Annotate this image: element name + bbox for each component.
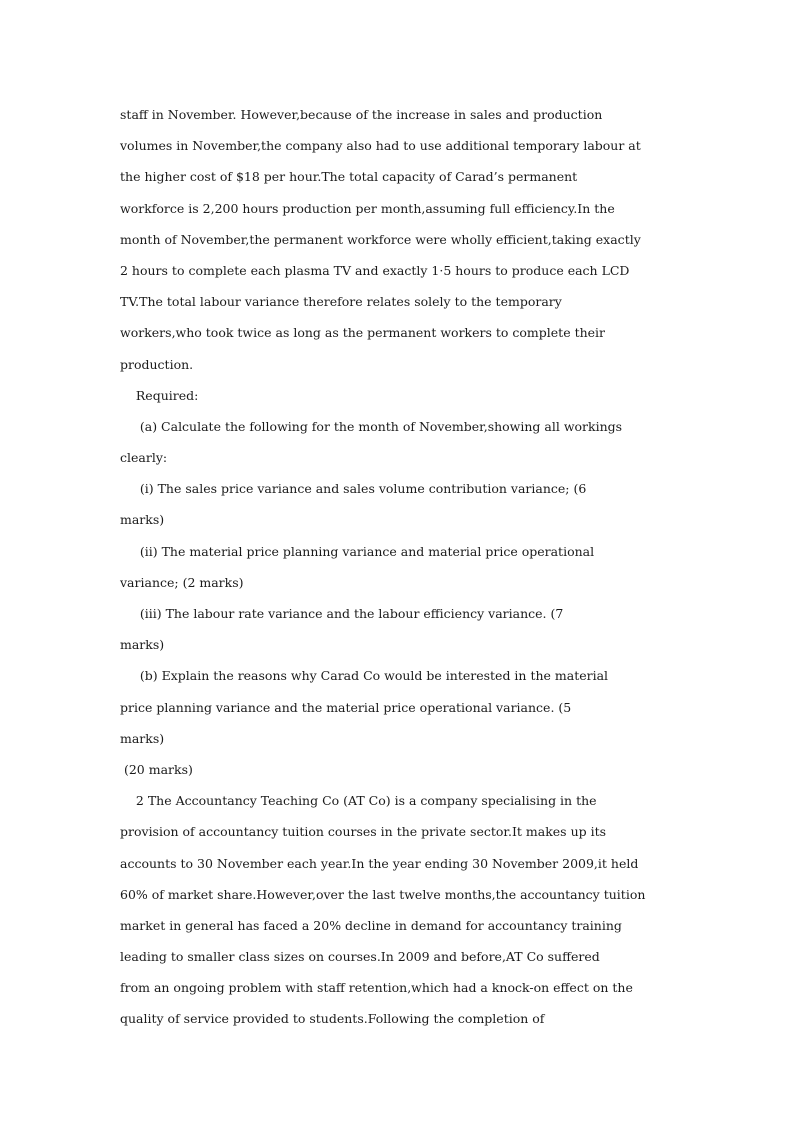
- question-a-ii: (ii) The material price planning variance and material price operational: [120, 543, 595, 559]
- required-heading: Required:: [120, 387, 199, 403]
- text-line: variance; (2 marks): [120, 574, 244, 590]
- text-line: month of November,the permanent workforce were wholly efficient,taking exactly: [120, 231, 641, 247]
- text-line: workers,who took twice as long as the permanent workers to complete their: [120, 325, 606, 341]
- text-line: staff in November. However,because of the increase in sales and production: [120, 107, 603, 122]
- text-line: from an ongoing problem with staff retention,which had a knock-on effect on the: [120, 980, 633, 996]
- text-line: TV.The total labour variance therefore relates solely to the temporary: [120, 294, 562, 310]
- text-line: production.: [120, 356, 194, 372]
- text-line: volumes in November,the company also had to use additional temporary labour at: [120, 138, 641, 154]
- text-line: workforce is 2,200 hours production per month,assuming full efficiency.In the: [120, 200, 615, 216]
- text-line: marks): [120, 637, 165, 653]
- text-line: 60% of market share.However,over the last twelve months,the accountancy tuition: [120, 886, 646, 902]
- text-line: marks): [120, 730, 165, 746]
- question-a-iii: (iii) The labour rate variance and the labour efficiency variance. (7: [120, 606, 564, 621]
- text-line: the higher cost of $18 per hour.The total capacity of Carad’s permanent: [120, 169, 578, 185]
- total-marks: (20 marks): [120, 761, 193, 777]
- text-line: marks): [120, 512, 165, 528]
- text-line: quality of service provided to students.Following the completion of: [120, 1011, 545, 1027]
- text-line: market in general has faced a 20% decline in demand for accountancy training: [120, 917, 622, 933]
- question-a-i: (i) The sales price variance and sales volume contribution variance; (6: [120, 481, 587, 497]
- text-line: provision of accountancy tuition courses in the private sector.It makes up its: [120, 824, 607, 840]
- question-a: (a) Calculate the following for the month of November,showing all workings: [120, 418, 623, 434]
- question-b: (b) Explain the reasons why Carad Co would be interested in the material: [120, 668, 609, 684]
- text-line: clearly:: [120, 450, 168, 466]
- question-2-start: 2 The Accountancy Teaching Co (AT Co) is a company specialising in the: [120, 793, 597, 809]
- text-line: price planning variance and the material price operational variance. (5: [120, 699, 572, 715]
- document-body: [120, 99, 680, 1035]
- text-line: leading to smaller class sizes on courses.In 2009 and before,AT Co suffered: [120, 949, 600, 965]
- text-line: accounts to 30 November each year.In the year ending 30 November 2009,it held: [120, 855, 639, 871]
- text-line: 2 hours to complete each plasma TV and exactly 1·5 hours to produce each LCD: [120, 262, 630, 278]
